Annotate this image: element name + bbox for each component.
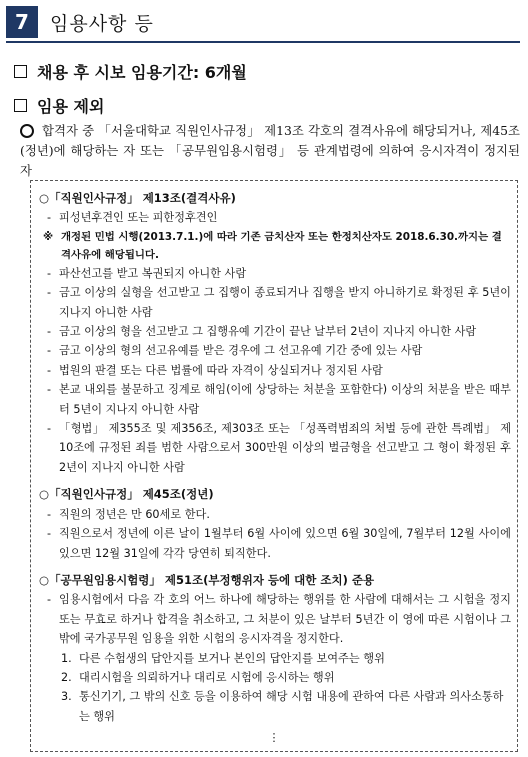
item-marker: 3. xyxy=(61,690,72,704)
regulation-item xyxy=(39,380,511,419)
regulation-item xyxy=(39,419,511,477)
heading-text: 임용 제외 xyxy=(37,97,105,116)
item-marker: ※ xyxy=(43,230,54,243)
item-text: 피성년후견인 또는 피한정후견인 xyxy=(59,211,218,225)
item-text: 임용시험에서 다음 각 호의 어느 하나에 해당하는 행위를 한 사람에 대해서는 그 시험을 정지 또는 무효로 하거나 합격을 취소하고, 그 처분이 있은 날부터 5년간 이 영에 따른 시험이나 그 밖에 국가공무원 임용을 위한 시험의 응시자격을 정지한다. xyxy=(59,593,511,646)
regulation-item xyxy=(39,361,511,380)
item-text: 본교 내외를 불문하고 징계로 해임(이에 상당하는 처분을 포함한다) 이상의 처분을 받은 때부터 5년이 지나지 아니한 사람 xyxy=(59,383,511,416)
regulation-title: ○「직원인사규정」 제45조(정년) xyxy=(39,487,214,502)
regulation-item xyxy=(39,649,511,668)
section-title: 임용사항 등 xyxy=(50,13,154,35)
regulation-block xyxy=(39,485,511,563)
item-marker: 1. xyxy=(61,651,72,665)
item-text: 법원의 판결 또는 다른 법률에 따라 자격이 상실되거나 정지된 사람 xyxy=(59,363,383,377)
section-divider xyxy=(6,41,520,43)
item-text: 금고 이상의 형을 선고받고 그 집행유예 기간이 끝난 날부터 2년이 지나지 아니한 사람 xyxy=(59,325,477,339)
item-marker: - xyxy=(47,422,52,436)
regulation-item xyxy=(39,590,511,648)
regulation-item xyxy=(39,283,511,322)
item-text: 통신기기, 그 밖의 신호 등을 이용하여 해당 시험 내용에 관하여 다른 사람과 의사소통하는 행위 xyxy=(79,690,504,723)
item-marker: - xyxy=(47,383,52,397)
item-marker: - xyxy=(47,593,52,607)
item-text: 대리시험을 의뢰하거나 대리로 시험에 응시하는 행위 xyxy=(79,670,335,684)
item-marker: - xyxy=(47,286,52,300)
heading-text: 채용 후 시보 임용기간: 6개월 xyxy=(37,63,247,82)
item-text: 다른 수험생의 답안지를 보거나 본인의 답안지를 보여주는 행위 xyxy=(79,651,385,665)
regulation-item xyxy=(39,668,511,687)
item-marker: 2. xyxy=(61,670,72,684)
regulation-reference-box xyxy=(30,180,518,752)
regulation-item xyxy=(39,341,511,360)
regulation-item xyxy=(39,208,511,227)
regulation-item xyxy=(39,505,511,524)
item-marker: - xyxy=(47,527,52,541)
item-text: 직원의 정년은 만 60세로 한다. xyxy=(59,507,210,521)
section-number: 7 xyxy=(6,6,38,38)
reference-content xyxy=(39,189,511,726)
checkbox-square-icon xyxy=(14,99,27,112)
regulation-block xyxy=(39,189,511,477)
continuation-ellipsis: ⋮ xyxy=(268,731,280,744)
section-header xyxy=(6,6,520,38)
heading-exclusion xyxy=(14,94,104,117)
regulation-note xyxy=(39,228,511,264)
regulation-item xyxy=(39,264,511,283)
regulation-item xyxy=(39,322,511,341)
item-marker: - xyxy=(47,211,52,225)
checkbox-square-icon xyxy=(14,65,27,78)
paragraph-text: 합격자 중 「서울대학교 직원인사규정」 제13조 각호의 결격사유에 해당되거나, 제45조(정년)에 해당하는 자 또는 「공무원임용시험령」 등 관계법령에 의하여 응시자격이 정지된 자 xyxy=(20,123,520,178)
item-marker: - xyxy=(47,325,52,339)
regulation-item xyxy=(39,524,511,563)
regulation-item xyxy=(39,687,511,726)
item-text: 금고 이상의 실형을 선고받고 그 집행이 종료되거나 집행을 받지 아니하기로 확정된 후 5년이 지나지 아니한 사람 xyxy=(59,286,511,319)
regulation-title: ○「공무원임용시험령」 제51조(부정행위자 등에 대한 조치) 준용 xyxy=(39,572,375,587)
item-text: 직원으로서 정년에 이른 날이 1월부터 6월 사이에 있으면 6월 30일에, 7월부터 12월 사이에 있으면 12월 31일에 각각 당연히 퇴직한다. xyxy=(59,527,511,560)
item-marker: - xyxy=(47,363,52,377)
item-marker: - xyxy=(47,344,52,358)
regulation-block xyxy=(39,571,511,726)
item-marker: - xyxy=(47,507,52,521)
regulation-title: ○「직원인사규정」 제13조(결격사유) xyxy=(39,191,236,205)
item-text: 파산선고를 받고 복권되지 아니한 사람 xyxy=(59,266,247,280)
heading-probation xyxy=(14,60,247,83)
exclusion-paragraph xyxy=(20,121,520,181)
item-text: 금고 이상의 형의 선고유예를 받은 경우에 그 선고유예 기간 중에 있는 사람 xyxy=(59,344,423,358)
item-text: 「형법」 제355조 및 제356조, 제303조 또는 「성폭력범죄의 처벌 등에 관한 특례법」 제10조에 규정된 죄를 범한 사람으로서 300만원 이상의 벌금형을 선고받고 그 형이 확정된 후 2년이 지나지 아니한 사람 xyxy=(59,422,511,474)
item-marker: - xyxy=(47,266,52,280)
circle-bullet-icon xyxy=(20,124,34,138)
item-text: 개정된 민법 시행(2013.7.1.)에 따라 기존 금치산자 또는 한정치산자도 2018.6.30.까지는 결격사유에 해당됩니다. xyxy=(61,230,502,261)
